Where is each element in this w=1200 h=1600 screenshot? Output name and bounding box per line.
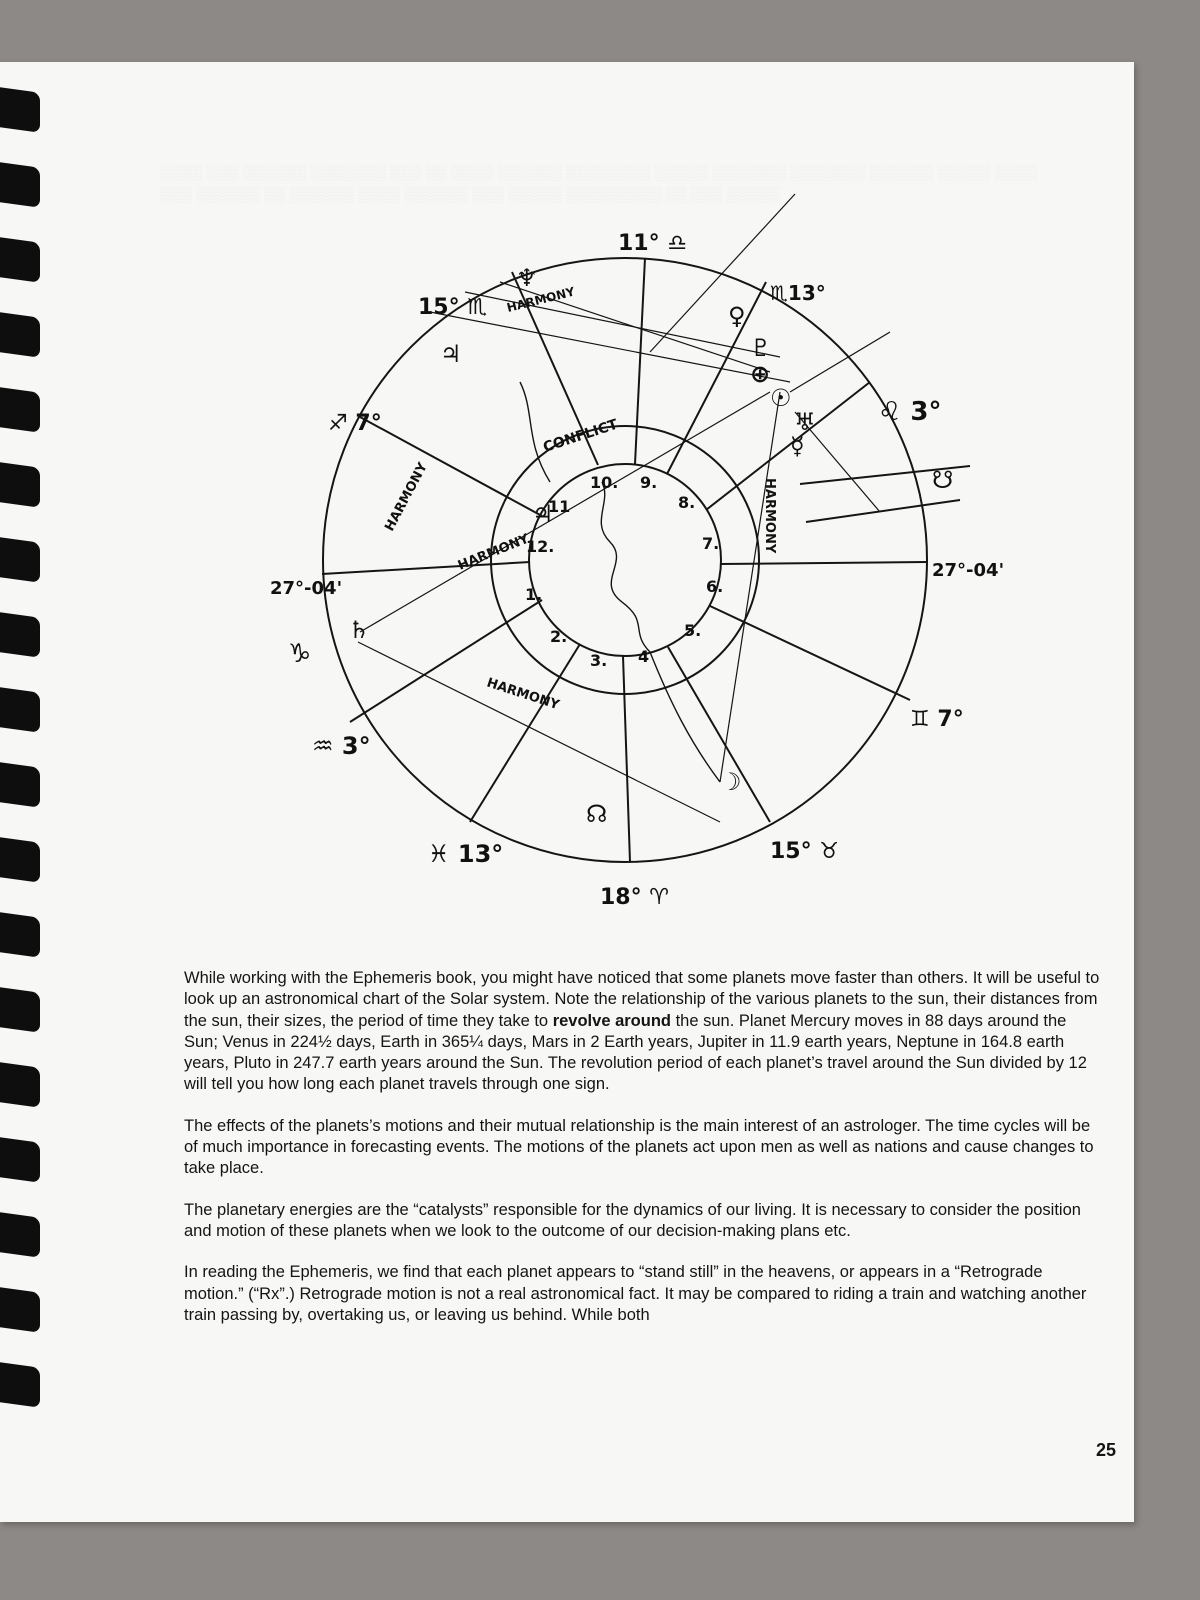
middle-circle: [491, 426, 759, 694]
binding-coil: [0, 387, 40, 433]
paragraph-4: In reading the Ephemeris, we find that each planet appears to “stand still” in the heavens, or appears in a “Retrograde motion.” (“Rx”.) Retrograde motion is not a real astronomical fact. It may be compared to riding a train and watching another train passing by, overtaking us, or leaving us behind. While both: [184, 1263, 1087, 1324]
pluto-icon: ♇: [750, 334, 772, 362]
neptune-icon: ♆: [516, 264, 538, 292]
paragraph-3: The planetary energies are the “catalysts” responsible for the dynamics of our living. It is necessary to consider the position and motion of these planets when we look to the outcome of our decision-making plans etc.: [184, 1200, 1081, 1240]
earth-icon: ⊕: [750, 360, 771, 388]
house-8: 8.: [678, 493, 696, 512]
paragraph-1-text: While working with the Ephemeris book, you might have noticed that some planets move faster than others. It will be useful to look up an astronomical chart of the Solar system. Note the relationship of the various planets to the sun, their distances from the sun, their sizes, the period of time they take to: [184, 969, 1100, 1030]
uranus-icon: ♅: [794, 408, 816, 436]
desc-label: 27°-04': [932, 560, 1005, 581]
house-9: 9.: [640, 473, 658, 492]
asc-label: 27°-04': [270, 578, 343, 599]
saturn-icon: ♄: [348, 616, 370, 644]
harmony-label-top: HARMONY: [505, 284, 577, 315]
bleed-through-text: ░░░░ ░░░ ░░░░░░ ░░░░░░░ ░░░ ░░ ░░░░ ░░░░░░ ░░░░░░░░ ░░░░░ ░░░░░░░ ░░░░░░░ ░░░░░░ ░░░░░ ░░░░ ░░░ ░░░░░░ ░░ ░░░░░░ ░░░░ ░░░░░░ ░░░ ░░░░░ ░░░░░░░░░ ░░ ░░░ ░░░░░: [160, 164, 1037, 203]
binding-coil: [0, 312, 40, 358]
node-icon: ☋: [932, 466, 954, 494]
house-12: 12.: [526, 537, 555, 556]
house-11: 11: [548, 497, 571, 516]
scorpio-13-label: ♏13°: [770, 281, 826, 305]
binding-coil: [0, 987, 40, 1033]
binding-coil: [0, 87, 40, 133]
paragraph-1-bold: revolve around: [552, 1011, 671, 1030]
house-4: 4: [638, 647, 650, 666]
binding-coil: [0, 612, 40, 658]
horoscope-chart: [250, 182, 1010, 942]
house-3: 3.: [590, 651, 608, 670]
binding-coil: [0, 162, 40, 208]
binding-coil: [0, 1362, 40, 1408]
leo-label: ♌ 3°: [878, 397, 942, 427]
body-text: [184, 968, 1102, 1346]
pisces-label: ♓ 13°: [428, 840, 504, 868]
capricorn-label: ♑: [288, 639, 312, 669]
binding-coil: [0, 462, 40, 508]
mc-label: 11° ♎: [618, 231, 687, 256]
venus-icon: ♀: [728, 302, 746, 330]
house-6: 6.: [706, 577, 724, 596]
gemini-7-label: ♊ 7°: [910, 707, 964, 732]
page-number: 25: [1096, 1440, 1117, 1460]
binding-coil: [0, 762, 40, 808]
harmony-label-left: HARMONY: [382, 460, 431, 534]
binding-coil: [0, 912, 40, 958]
paragraph-1: [184, 968, 1102, 1096]
binding-coil: [0, 687, 40, 733]
house-5: 5.: [684, 621, 702, 640]
binding-coil: [0, 537, 40, 583]
taurus-15-label: 15° ♉: [770, 839, 839, 864]
sagittarius-label: ♐ 7°: [328, 411, 382, 436]
harmony-label-right: HARMONY: [762, 478, 777, 554]
binding-coil: [0, 837, 40, 883]
house-1: 1.: [525, 585, 543, 604]
house-2: 2.: [550, 627, 568, 646]
moon-icon: ☽: [720, 768, 742, 796]
house-10: 10.: [590, 473, 619, 492]
north-node-icon: ☊: [586, 800, 608, 828]
binding-coil: [0, 1062, 40, 1108]
horoscope-wheel: [250, 182, 1010, 942]
conflict-label: CONFLICT: [541, 416, 620, 456]
paragraph-2: The effects of the planets’s motions and their mutual relationship is the main interest of an astrologer. The time cycles will be of much importance in forecasting events. The motions of the planets act upon men as well as nations and cause changes to take place.: [184, 1116, 1094, 1178]
sun-icon: ☉: [770, 384, 792, 412]
paragraph-1-text-end: the sun. Planet Mercury moves in 88 days around the Sun; Venus in 224½ days, Earth in 365¼ days, Mars in 2 Earth years, Jupiter in 11.9 earth years, Neptune in 164.8 earth years, Pluto in 247.7 earth years around the Sun. The revolution period of each planet’s travel around the Sun divided by 12 will tell you how long each planet travels through one sign.: [184, 1011, 1087, 1094]
harmony-label-bottom: HARMONY: [484, 675, 561, 714]
binding-coil: [0, 1137, 40, 1183]
house-7: 7.: [702, 534, 720, 553]
binding-coil: [0, 1212, 40, 1258]
mercury-icon: ☿: [790, 432, 805, 460]
spiral-binding: [0, 90, 46, 1450]
outer-circle: [323, 258, 927, 862]
binding-coil: [0, 1287, 40, 1333]
aquarius-label: ♒ 3°: [312, 732, 371, 760]
jupiter-inner-icon: ♃: [532, 500, 554, 528]
jupiter-icon: ♃: [440, 340, 462, 368]
aries-18-label: 18° ♈: [600, 885, 669, 910]
book-page: [0, 62, 1134, 1522]
scorpio-15-label: 15° ♏: [418, 295, 487, 320]
harmony-label-center: HARMONY: [455, 531, 532, 574]
binding-coil: [0, 237, 40, 283]
